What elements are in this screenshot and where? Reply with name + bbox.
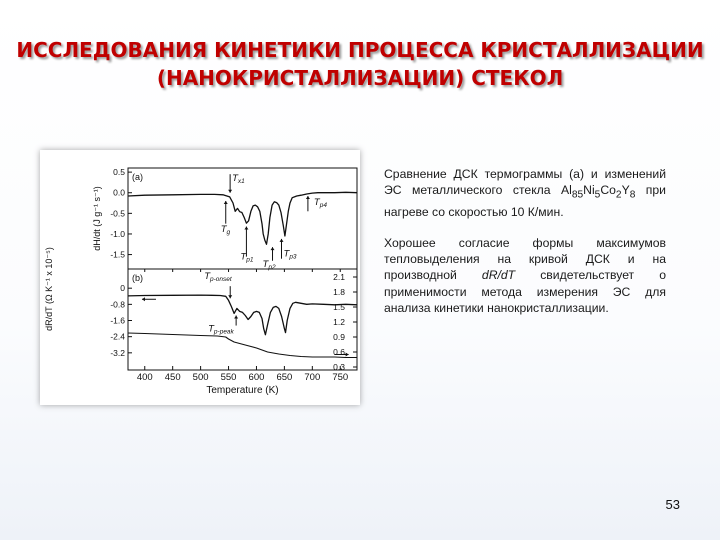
y2-tick-label-b: 1.5 [333, 302, 345, 312]
label-tp4: $T_{p4}$ [313, 197, 327, 210]
panel-label-a: (a) [132, 172, 143, 182]
label-tg-sub: g [226, 228, 231, 236]
x-tick-label: 650 [276, 372, 293, 383]
para2-text: Хорошее согласие формы максимумов тепловыделения на кривой ДСК и на производной [384, 235, 666, 283]
formula-sub-3: 2 [615, 189, 622, 201]
y2-tick-label-b: 0.9 [333, 332, 345, 342]
y-tick-label-b: -1.6 [110, 315, 125, 326]
page-number: 53 [665, 497, 680, 512]
paragraph-comparison [384, 166, 666, 221]
axis-arrow-left-head [142, 297, 145, 301]
y-tick-label-a: -1.5 [110, 249, 125, 260]
y2-tick-label-b: 1.8 [333, 287, 345, 297]
label-tp-peak-sub: p-peak [213, 328, 234, 336]
arrow-tp4-head [306, 196, 310, 199]
y-tick-label-b: -0.8 [110, 299, 125, 310]
y2-tick-label-b: 0.3 [333, 362, 345, 372]
label-tp-onset-sub: p-onset [210, 276, 232, 284]
x-tick-label: 500 [192, 372, 209, 383]
x-tick-label: 700 [304, 372, 321, 383]
x-tick-label: 450 [164, 372, 181, 383]
label-tp-peak: $T_{p-peak}$ [208, 323, 234, 336]
formula-element-4: Y [621, 183, 630, 198]
x-tick-label: 400 [136, 372, 153, 383]
x-tick-label: 600 [248, 372, 265, 383]
arrow-tp1-head [244, 227, 248, 230]
arrow-tp-peak-head [234, 315, 238, 318]
y-tick-label-a: 0.5 [113, 167, 125, 178]
label-tp-onset: $T_{p-onset}$ [204, 271, 232, 284]
label-tx1-sub: x1 [237, 178, 245, 186]
label-tg: $T_g$ [220, 223, 231, 236]
series-r-ratio [128, 333, 357, 358]
label-tp3-sub: p3 [289, 253, 297, 261]
x-tick-label: 550 [220, 372, 237, 383]
label-tp1: $T_{p1}$ [240, 251, 254, 264]
para1-text-end: при нагреве со скоростью 10 К/мин. [384, 183, 666, 220]
y-tick-label-a: -1.0 [110, 228, 125, 239]
y2-tick-label-b: 1.2 [333, 317, 345, 327]
title-line-1: ИССЛЕДОВАНИЯ КИНЕТИКИ ПРОЦЕССА КРИСТАЛЛИЗАЦИИ [16, 38, 704, 62]
x-axis-label: Temperature (K) [206, 385, 279, 396]
description-text [384, 166, 666, 331]
label-tp2-sub: p2 [268, 263, 276, 271]
series-dr-dt [128, 295, 357, 335]
y2-tick-label-b: 0.6 [333, 347, 345, 357]
arrow-tp3-head [280, 239, 284, 242]
y-tick-label-b: 0 [120, 283, 125, 294]
label-tx1: $T_{x1}$ [232, 173, 245, 186]
formula-element-2: Ni [583, 183, 595, 198]
paragraph-agreement [384, 235, 666, 317]
arrow-tp-onset-head [228, 295, 232, 298]
arrow-tx1-head [228, 190, 232, 193]
y-tick-label-b: -2.4 [110, 331, 125, 342]
series-dsc [128, 192, 357, 244]
y-axis-label-b: dR/dT (Ω K⁻¹ x 10⁻⁵) [44, 247, 54, 331]
formula-element-3: Co [600, 183, 616, 198]
para2-text-end: свидетельствует о применимости метода измерения ЭС для анализа кинетики нанокристаллизации. [384, 268, 667, 316]
label-tp3: $T_{p3}$ [283, 248, 297, 261]
arrow-tg-head [224, 201, 228, 204]
y-tick-label-a: -0.5 [110, 208, 125, 219]
dsc-figure [40, 150, 360, 405]
formula-sub-4: 8 [629, 189, 636, 201]
y-axis-label-a: dH/dt (J g⁻¹ s⁻¹) [92, 186, 102, 251]
panel-label-b: (b) [132, 273, 143, 283]
y-tick-label-a: 0.0 [113, 187, 125, 198]
label-tp1-sub: p1 [246, 256, 254, 264]
axis-arrow-right-head [346, 353, 349, 357]
x-tick-label: 750 [332, 372, 349, 383]
label-tp4-sub: p4 [319, 202, 327, 210]
title-line-2: (НАНОКРИСТАЛЛИЗАЦИИ) СТЕКОЛ [156, 66, 564, 90]
y-tick-label-b: -3.2 [110, 347, 125, 358]
dsc-chart [40, 150, 360, 405]
formula-sub-1: 85 [571, 189, 584, 201]
para1-text: Сравнение ДСК термограммы (а) и изменений ЭС металлического стекла Al [384, 167, 666, 198]
slide-title [0, 36, 720, 92]
label-tp2: $T_{p2}$ [262, 258, 276, 271]
formula-sub-2: 5 [594, 189, 601, 201]
para2-math: dR/dT [481, 268, 516, 283]
y2-tick-label-b: 2.1 [333, 272, 345, 282]
arrow-tp2-head [271, 247, 275, 250]
